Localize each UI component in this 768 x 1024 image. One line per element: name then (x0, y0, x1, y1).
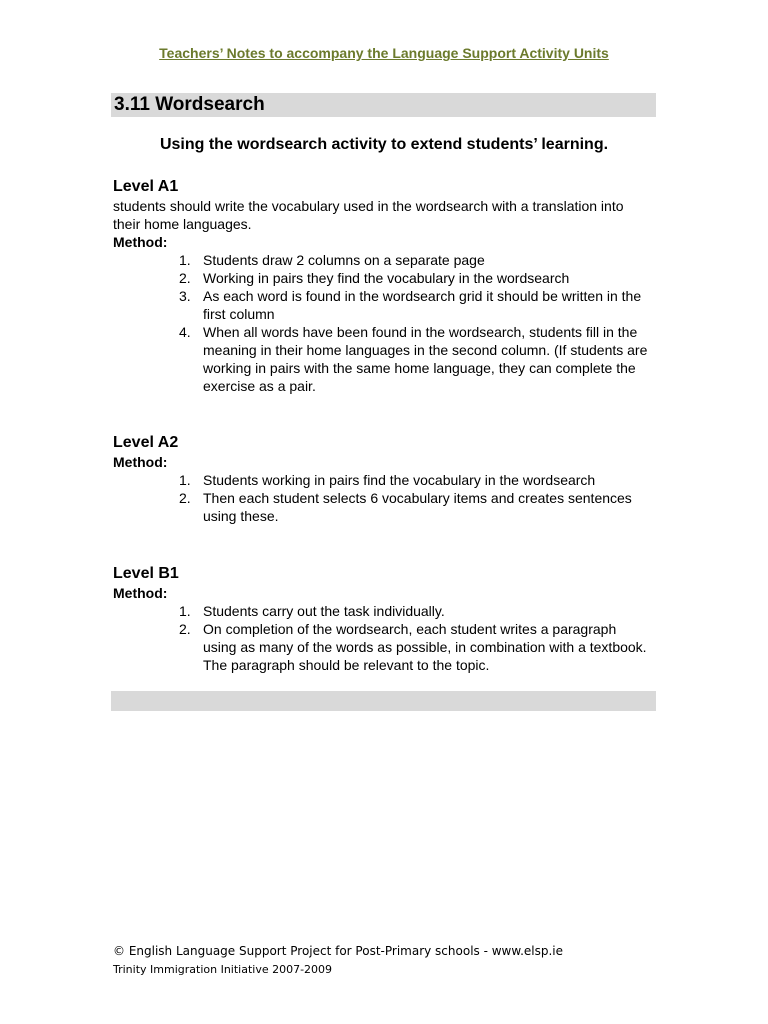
method-list (113, 602, 653, 674)
method-list (113, 471, 653, 525)
footer-initiative: Trinity Immigration Initiative 2007-2009 (113, 963, 333, 976)
section-level-b1 (113, 564, 653, 674)
footer-copyright: © English Language Support Project for Post-Primary schools - www.elsp.ie (113, 944, 564, 958)
title-bar (111, 93, 656, 117)
section-level-a1 (113, 177, 653, 395)
list-item: 3. As each word is found in the wordsearch grid it should be written in the first column (179, 288, 642, 322)
subtitle: Using the wordsearch activity to extend students’ learning. (159, 136, 609, 153)
list-item: 2. On completion of the wordsearch, each student writes a paragraph using as many of the words as possible, in combination with a textbook. The paragraph should be relevant to the topic. (179, 621, 647, 673)
list-item: 4. When all words have been found in the wordsearch, students fill in the meaning in their home languages in the second column. (If students are working in pairs with the same home language, they can complete the exercise as a pair. (179, 324, 648, 394)
section-end-bar (111, 691, 656, 711)
list-item: 2. Working in pairs they find the vocabulary in the wordsearch (179, 270, 570, 286)
section-level-a2 (113, 433, 653, 525)
method-label: Method: (113, 585, 168, 601)
list-item: 1. Students draw 2 columns on a separate page (179, 252, 485, 268)
list-item: 1. Students working in pairs find the vocabulary in the wordsearch (179, 472, 596, 488)
page-header: Teachers’ Notes to accompany the Language Support Activity Units (159, 45, 609, 61)
list-item: 1. Students carry out the task individually. (179, 603, 445, 619)
section-intro: students should write the vocabulary used in the wordsearch with a translation into their home languages. (113, 198, 624, 232)
page-title: 3.11 Wordsearch (114, 94, 265, 115)
method-label: Method: (113, 234, 168, 250)
level-heading: Level B1 (113, 565, 179, 582)
level-heading: Level A2 (113, 434, 179, 451)
level-heading: Level A1 (113, 178, 179, 195)
method-list (113, 251, 653, 395)
method-label: Method: (113, 454, 168, 470)
list-item: 2. Then each student selects 6 vocabulary items and creates sentences using these. (179, 490, 632, 524)
